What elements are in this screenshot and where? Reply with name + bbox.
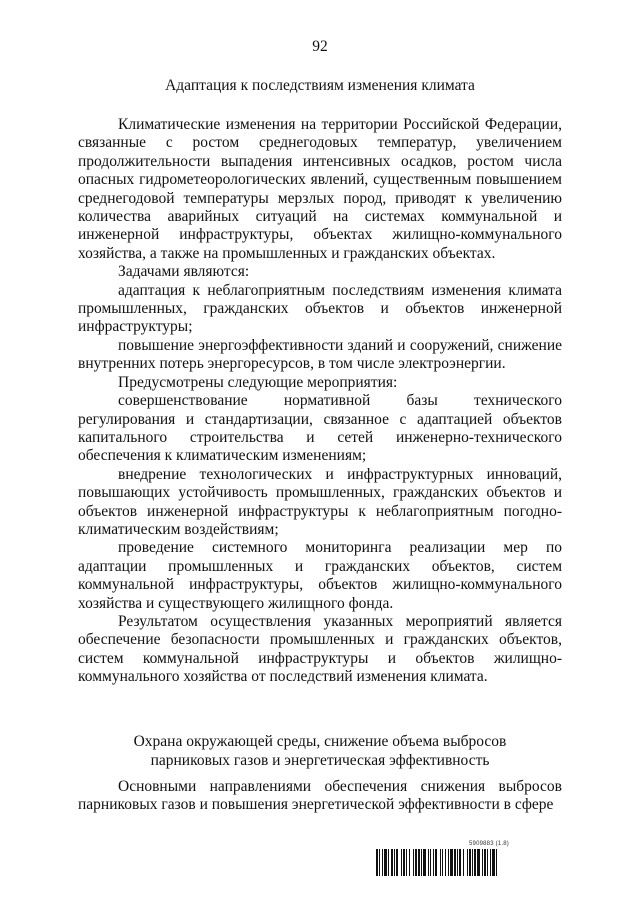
paragraph-intro: Климатические изменения на территории Российской Федерации, связанные с ростом среднегодовых температур, увеличением продолжительности выпадения интенсивных осадков, ростом числа опасных гидрометеорологических явлений, существенным повышением среднегодовой температуры мерзлых пород, приводят к увеличению количества аварийных ситуаций на системах коммунальной и инженерной инфраструктуры, объектах жилищно-коммунального хозяйства, а также на промышленных и гражданских объектах.	[78, 116, 562, 262]
document-code: 5909883 (1.8)	[469, 841, 509, 847]
section-title-climate-adaptation: Адаптация к последствиям изменения климата	[165, 77, 475, 94]
page-number: 92	[312, 38, 328, 55]
paragraph-measure-regulation: совершенствование нормативной базы технического регулирования и стандартизации, связанное с адаптацией объектов капитального строительства и сетей инженерно-технического обеспечения к климатическим изменениям;	[78, 392, 562, 465]
section-body-environment	[78, 778, 562, 815]
paragraph-task-efficiency: повышение энергоэффективности зданий и сооружений, снижение внутренних потерь энергоресурсов, в том числе электроэнергии.	[78, 336, 562, 373]
paragraph-tasks-label: Задачами являются:	[118, 263, 250, 281]
paragraph-measure-monitoring: проведение системного мониторинга реализации мер по адаптации промышленных и гражданских объектов, систем коммунальной инфраструктуры, объектов жилищно-коммунального хозяйства и существующего жилищного фонда.	[78, 539, 562, 612]
paragraph-task-adaptation: адаптация к неблагоприятным последствиям изменения климата промышленных, гражданских объектов и объектов инженерной инфраструктуры;	[78, 281, 562, 336]
paragraph-emissions: Основными направлениями обеспечения снижения выбросов парниковых газов и повышения энергетической эффективности в сфере	[78, 778, 562, 814]
paragraph-measures-label: Предусмотрены следующие мероприятия:	[118, 373, 398, 391]
section-title-environment	[78, 733, 562, 770]
paragraph-measure-innovation: внедрение технологических и инфраструктурных инноваций, повышающих устойчивость промышленных, гражданских объектов и объектов инженерной инфраструктуры к неблагоприятным погодно-климатическим воздействиям;	[78, 465, 562, 538]
barcode	[376, 849, 562, 876]
paragraph-result: Результатом осуществления указанных мероприятий является обеспечение безопасности промышленных и гражданских объектов, систем коммунальной инфраструктуры и объектов жилищно-коммунального хозяйства от последствий изменения климата.	[78, 612, 562, 686]
section-body-climate-adaptation	[78, 116, 562, 687]
section-title-line-1: Охрана окружающей среды, снижение объема выбросов	[133, 733, 507, 750]
section-title-line-2: парниковых газов и энергетическая эффективность	[150, 751, 490, 769]
